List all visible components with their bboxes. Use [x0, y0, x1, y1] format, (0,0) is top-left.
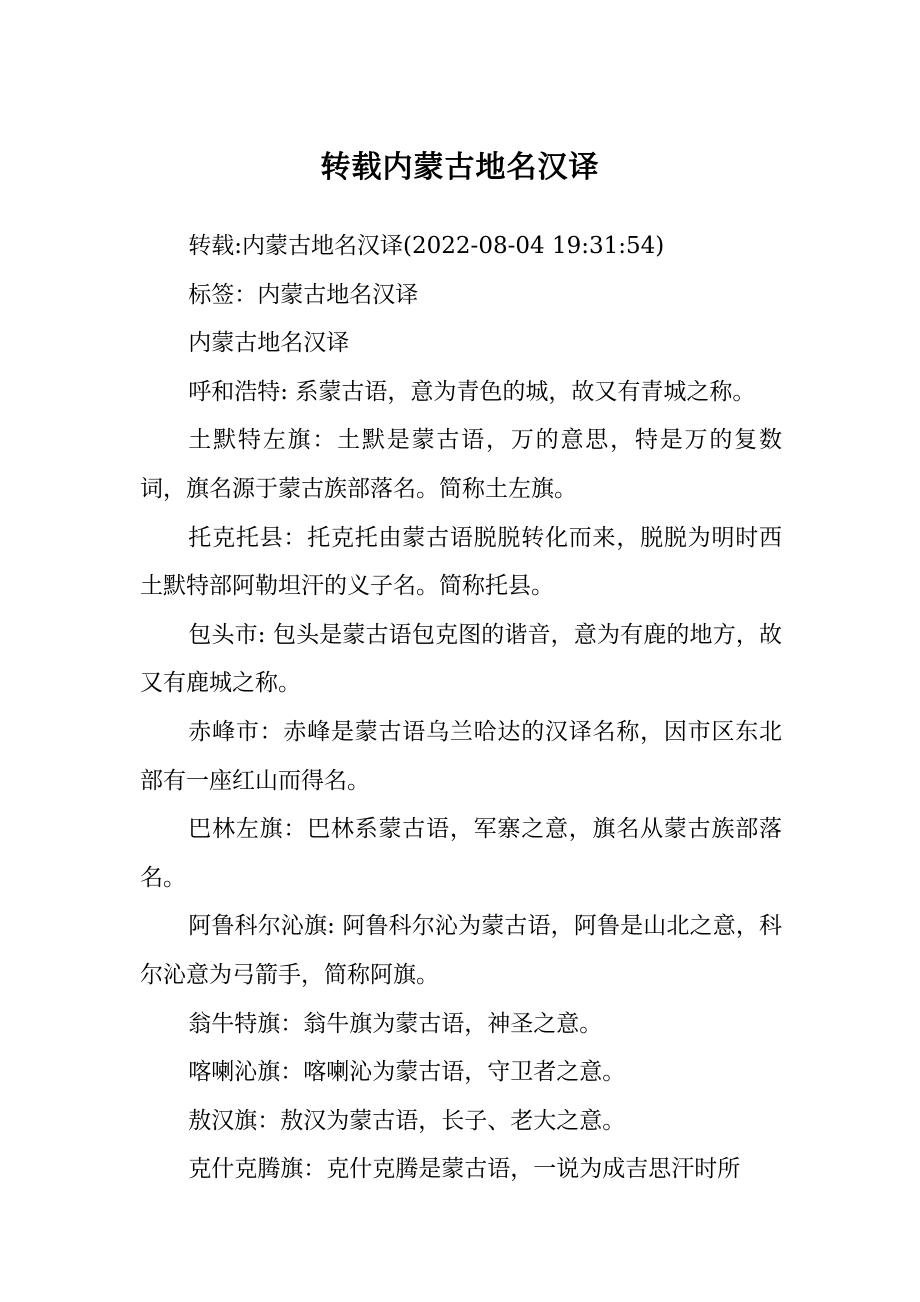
paragraph-bairin-left-banner: 巴林左旗：巴林系蒙古语，军寨之意，旗名从蒙古族部落名。	[140, 816, 782, 891]
document-title: 转载内蒙古地名汉译	[320, 150, 600, 185]
paragraph-harqin-banner: 喀喇沁旗：喀喇沁为蒙古语，守卫者之意。	[188, 1059, 626, 1086]
paragraph-togtoh-county: 托克托县：托克托由蒙古语脱脱转化而来，脱脱为明时西土默特部阿勒坦汗的义子名。简称托县。	[140, 524, 782, 600]
paragraph-tumed-left-banner: 土默特左旗：土默是蒙古语，万的意思，特是万的复数词，旗名源于蒙古族部落名。简称土左旗。	[140, 427, 782, 502]
paragraph-ar-horqin-banner: 阿鲁科尔沁旗: 阿鲁科尔沁为蒙古语，阿鲁是山北之意，科尔沁意为弓箭手，简称阿旗。	[140, 913, 782, 988]
paragraph-repost-line: 转载:内蒙古地名汉译(2022-08-04 19:31:54)	[188, 233, 665, 259]
paragraph-subtitle: 内蒙古地名汉译	[188, 330, 350, 357]
paragraph-hohhot: 呼和浩特: 系蒙古语，意为青色的城，故又有青城之称。	[188, 378, 756, 405]
paragraph-chifeng: 赤峰市：赤峰是蒙古语乌兰哈达的汉译名称，因市区东北部有一座红山而得名。	[140, 718, 782, 794]
document-body	[140, 222, 782, 1194]
paragraph-tags: 标签：内蒙古地名汉译	[188, 281, 419, 308]
paragraph-ongniud-banner: 翁牛特旗：翁牛旗为蒙古语，神圣之意。	[188, 1010, 603, 1037]
paragraph-baotou: 包头市: 包头是蒙古语包克图的谐音，意为有鹿的地方，故又有鹿城之称。	[140, 621, 782, 697]
paragraph-aohan-banner: 敖汉旗：敖汉为蒙古语，长子、老大之意。	[188, 1107, 626, 1134]
paragraph-hexigten-banner: 克什克腾旗：克什克腾是蒙古语，一说为成吉思汗时所	[188, 1156, 741, 1183]
